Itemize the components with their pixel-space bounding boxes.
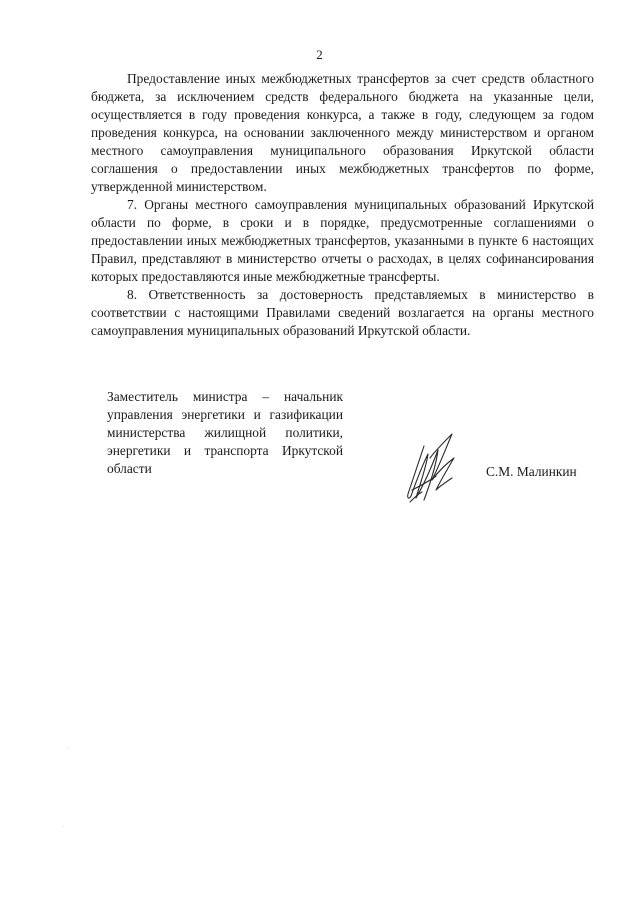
signer-position [107,388,343,478]
scan-artifact [63,826,64,827]
paragraph-transfer-provision: Предоставление иных межбюджетных трансфертов за счет средств областного бюджета, за исключением средств федерального бюджета на указанные цели, осуществляется в году проведения конкурса, а также в году, следующем за годом проведения конкурса, на основании заключенного между министерством и органом местного самоуправления муниципального образования Иркутской области соглашения о предоставлении иных межбюджетных трансфертов по форме, утвержденной министерством. [91,71,594,194]
paragraph-8-responsibility: 8. Ответственность за достоверность представляемых в министерство в соответствии с настоящими Правилами сведений возлагается на органы местного самоуправления муниципальных образований Иркутской области. [91,287,594,338]
paragraph-7-reports: 7. Органы местного самоуправления муниципальных образований Иркутской области по форме, в сроки и в порядке, предусмотренные соглашениями о предоставлении иных межбюджетных трансфертов, указанными в пункте 6 настоящих Правил, представляют в министерство отчеты о расходах, в целях софинансирования которых предоставляются иные межбюджетные трансферты. [91,197,594,284]
signer-title: Заместитель министра – начальник управления энергетики и газификации министерства жилищной политики, энергетики и транспорта Иркутской области [107,389,343,476]
document-body [91,70,594,340]
handwritten-signature [402,428,472,508]
signer-name: С.М. Малинкин [486,464,577,479]
page-number: 2 [316,47,323,62]
scan-artifact [68,748,69,749]
